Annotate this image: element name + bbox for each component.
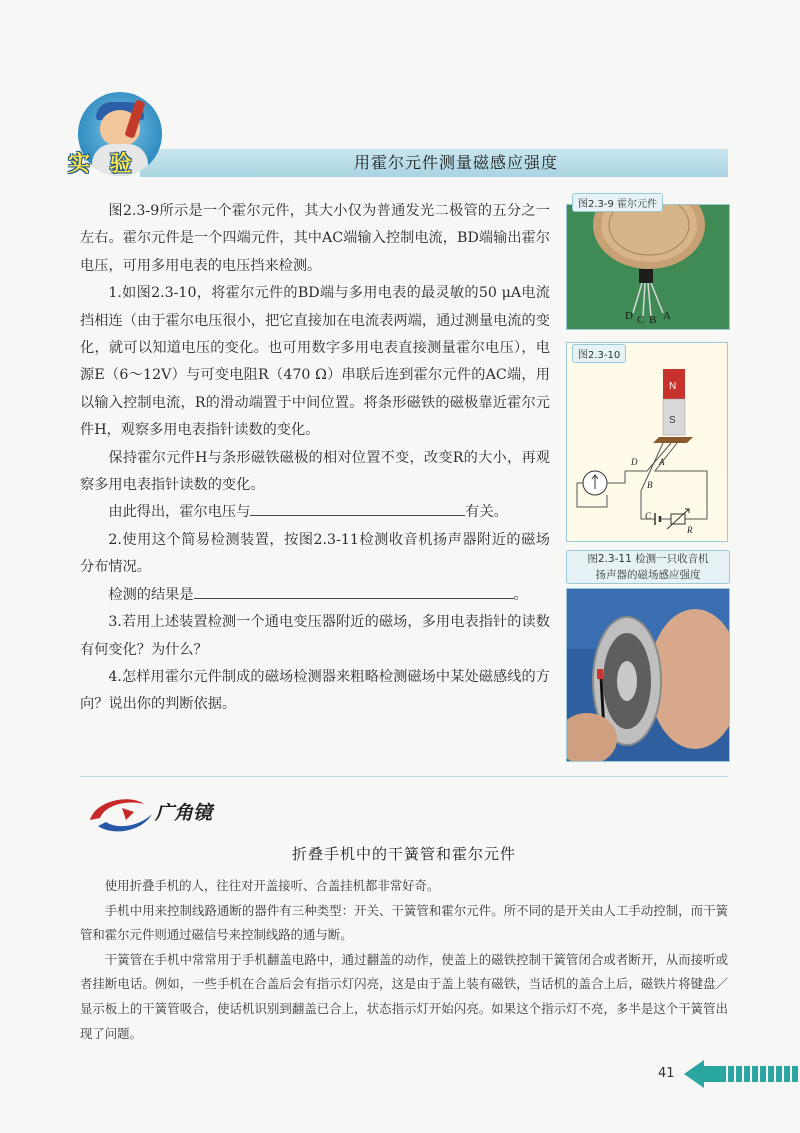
pin-label: A [663, 310, 671, 322]
figure-caption: 图2.3-10 [572, 344, 626, 363]
answer-blank-1[interactable] [250, 499, 465, 516]
experiment-title: 用霍尔元件测量磁感应强度 [353, 153, 558, 172]
paragraph: 1.如图2.3-10，将霍尔元件的BD端与多用电表的最灵敏的50 μA电流挡相连（由于霍尔电压很小，把它直接加在电流表两端，通过测量电流的变化，就可以知道电压的变化。也可用数字多用电表直接测量霍尔电压），电源E（6～12V）与可变电阻R（470 Ω）串联后连到霍尔元件的AC端，用以输入控制电流，R的滑动端置于中间位置。将条形磁铁的磁极靠近霍尔元件H，观察多用电表指针读数的变化。 [80, 285, 550, 439]
answer-blank-2[interactable] [194, 582, 514, 599]
paragraph: 保持霍尔元件H与条形磁铁磁极的相对位置不变，改变R的大小，再观察多用电表指针读数的变化。 [80, 449, 550, 494]
wide-angle-label: 广角镜 [155, 802, 213, 824]
question-1 [80, 499, 550, 526]
page-number: 41 [658, 1066, 675, 1081]
label-c: C [645, 511, 652, 521]
hall-element-photo [567, 205, 729, 329]
caption-line: 图2.3-11 检测一只收音机 [587, 553, 709, 565]
pin-label: D [625, 310, 633, 322]
figure-caption: 图2.3-9 霍尔元件 [572, 193, 663, 212]
question-2: 2.使用这个简易检测装置，按图2.3-11检测收音机扬声器附近的磁场分布情况。 [80, 531, 550, 576]
article-body [80, 874, 728, 1046]
experiment-label: 实 验 [68, 152, 138, 177]
q2-suffix: 。 [513, 586, 528, 603]
figure-speaker [566, 588, 730, 762]
question-4: 4.怎样用霍尔元件制成的磁场检测器来粗略检测磁场中某处磁感线的方向？说出你的判断依据。 [80, 668, 550, 713]
speaker-photo [567, 589, 729, 761]
paragraph: 使用折叠手机的人，往往对开盖接听、合盖挂机都非常好奇。 [104, 878, 440, 893]
caption-line: 扬声器的磁场感应强度 [595, 569, 701, 581]
label-d: D [631, 457, 638, 467]
page-arrow-icon [684, 1058, 800, 1090]
experiment-body [80, 198, 550, 719]
label-n: N [669, 381, 677, 392]
figure-circuit [566, 342, 728, 542]
wide-angle-logo-icon [82, 790, 162, 838]
label-a: A [659, 457, 665, 467]
q1-suffix: 有关。 [465, 504, 508, 521]
label-b: B [647, 480, 653, 490]
q1-prefix: 由此得出，霍尔电压与 [108, 504, 251, 521]
pin-label: C [637, 314, 645, 326]
section-divider [80, 776, 728, 777]
question-2-result [80, 582, 550, 609]
pin-label: B [649, 314, 657, 326]
figure-hall-element [566, 204, 730, 330]
label-r: R [687, 525, 693, 535]
question-3: 3.若用上述装置检测一个通电变压器附近的磁场，多用电表指针的读数有何变化？为什么？ [80, 614, 550, 658]
label-s: S [669, 415, 676, 426]
q2-prefix: 检测的结果是 [108, 586, 194, 603]
article-title: 折叠手机中的干簧管和霍尔元件 [291, 845, 516, 863]
paragraph: 干簧管在手机中常常用于手机翻盖电路中，通过翻盖的动作，使盖上的磁铁控制干簧管闭合或者断开，从而接听或者挂断电话。例如，一些手机在合盖后会有指示灯闪亮，这是由于盖上装有磁铁，当话机的盖合上后，磁铁片将键盘／显示板上的干簧管吸合，使话机识别到翻盖已合上，状态指示灯开始闪亮。如果这个指示灯不亮，多半是这个干簧管出现了问题。 [80, 951, 728, 1041]
paragraph: 手机中用来控制线路通断的器件有三种类型：开关、干簧管和霍尔元件。所不同的是开关由人工手动控制，而干簧管和霍尔元件则通过磁信号来控制线路的通与断。 [80, 902, 728, 943]
paragraph: 图2.3-9所示是一个霍尔元件，其大小仅为普通发光二极管的五分之一左右。霍尔元件是一个四端元件，其中AC端输入控制电流，BD端输出霍尔电压，可用多用电表的电压挡来检测。 [80, 203, 550, 274]
circuit-diagram [567, 343, 727, 541]
figure-caption [566, 550, 730, 584]
